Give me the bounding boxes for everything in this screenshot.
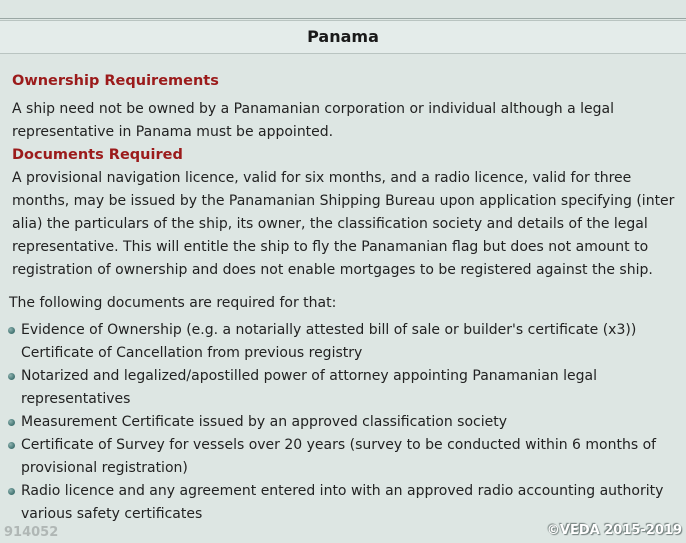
list-item-line: various safety certificates [21, 506, 203, 522]
documents-list [7, 319, 676, 526]
page-title: Panama [0, 20, 686, 54]
documents-text: A provisional navigation licence, valid for six months, and a radio licence, valid for three months, may be issued by the Panamanian Shipping Bureau upon application specifying (inter alia) the particulars of the ship, its owner, the classification society and details of the legal representative. This will entitle the ship to fly the Panamanian flag but does not amount to registration of ownership and does not enable mortgages to be registered against the ship. [12, 170, 675, 278]
bullet-icon [8, 488, 15, 495]
ownership-text: A ship need not be owned by a Panamanian corporation or individual although a legal representative in Panama must be appointed. [12, 101, 615, 140]
ownership-heading: Ownership Requirements [12, 73, 219, 89]
list-item-line: Notarized and legalized/apostilled power of attorney appointing Panamanian legal [21, 368, 597, 384]
list-item [7, 319, 676, 365]
bullet-icon [8, 327, 15, 334]
list-item-line: Evidence of Ownership (e.g. a notarially attested bill of sale or builder's certificate (x3)) [21, 322, 637, 338]
list-item-line: Radio licence and any agreement entered into with an approved radio accounting authority [21, 483, 664, 499]
document-id: 914052 [4, 525, 59, 540]
bullet-icon [8, 419, 15, 426]
list-item-line: Certificate of Survey for vessels over 20 years (survey to be conducted within 6 months of [21, 437, 657, 453]
bullet-icon [8, 442, 15, 449]
list-item [7, 365, 676, 411]
list-item-line: Certificate of Cancellation from previous registry [21, 345, 363, 361]
list-item-line: representatives [21, 391, 131, 407]
list-item-line: provisional registration) [21, 460, 188, 476]
content-area [9, 70, 676, 526]
documents-heading: Documents Required [12, 147, 183, 163]
top-rule [0, 18, 686, 19]
copyright-notice: ©VEDA 2015-2019 [546, 523, 682, 538]
list-item-line: Measurement Certificate issued by an approved classification society [21, 414, 508, 430]
list-item [7, 434, 676, 480]
list-intro: The following documents are required for that: [9, 295, 337, 311]
bullet-icon [8, 373, 15, 380]
list-item [7, 480, 676, 526]
list-item [7, 411, 676, 434]
